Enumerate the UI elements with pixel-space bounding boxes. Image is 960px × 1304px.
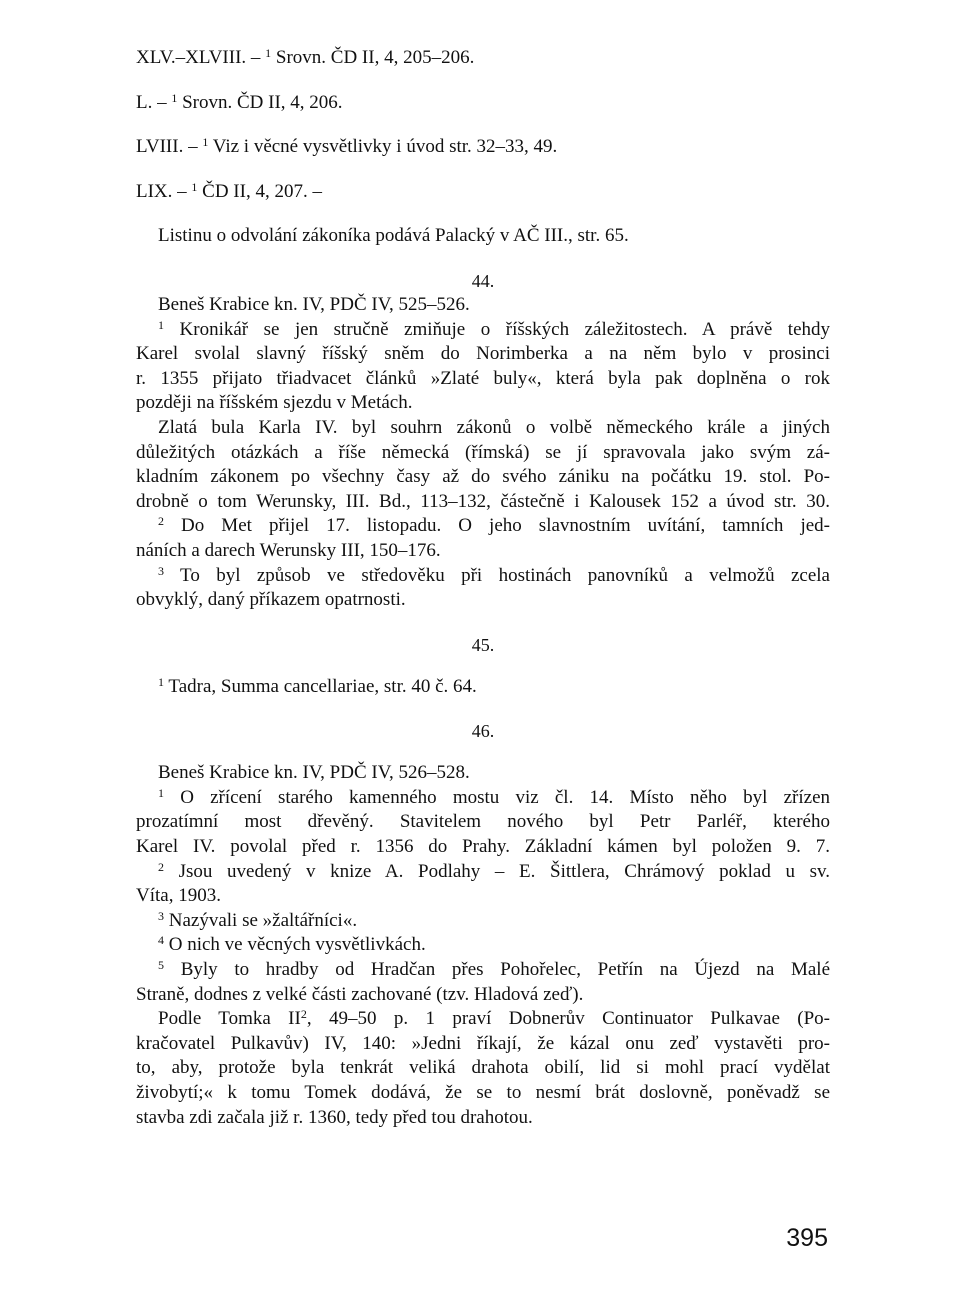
note-line [136, 91, 830, 116]
footnote-mark: 1 [202, 135, 209, 150]
text-line: kračovatel Pulkavův) IV, 140: »Jedni říkají, že kázal onu zeď vystavěti pro- [136, 1032, 830, 1054]
section-number: 45. [471, 634, 495, 655]
text-line: drobně o tom Werunsky, III. Bd., 113–132, částečně i Kalousek 152 a úvod str. 30. [136, 490, 830, 512]
note-line [136, 180, 830, 205]
section-46 [136, 719, 830, 1130]
text-line: $^1$ Kronikář se jen stručně zmiňuje o říšských záležitostech. A právě tehdy [158, 317, 830, 340]
page-body [136, 46, 830, 1130]
text-line: Karel IV. povolal před r. 1356 do Prahy. Základní kámen byl položen 9. 7. [136, 836, 830, 858]
section-44 [136, 269, 830, 613]
note-text: Listinu o odvolání zákoníka podává Palacký v AČ III., str. 65. [158, 225, 629, 247]
footnote-mark: 4 [158, 933, 164, 948]
source-line: Beneš Krabice kn. IV, PDČ IV, 526–528. [158, 762, 470, 784]
section-number: 44. [471, 270, 495, 291]
text-line: $^4$ O nich ve věcných vysvětlivkách. [158, 933, 426, 956]
text-line: to, aby, protože byla tenkrát veliká drahota obilí, lid si mohl prací vydělat [136, 1057, 830, 1079]
footnote-mark: 1 [265, 46, 272, 60]
text-line: Straně, dodnes z velké části zachované (tzv. Hladová zeď). [136, 983, 584, 1005]
note-ref: L. – [136, 91, 167, 113]
note-ref: LIX. – [136, 180, 187, 202]
text-line: živobytí;« k tomu Tomek dodává, že se to nesmí brát doslovně, poněvadž se [136, 1082, 830, 1103]
text-line: $^1$ O zřícení starého kamenného mostu viz čl. 14. Místo něho byl zřízen [158, 785, 830, 808]
text-line: kladním zákonem po všechny časy až do svého zániku na počátku 19. stol. Po- [136, 466, 830, 488]
footnote-mark: 2 [158, 514, 164, 529]
footnote-mark: 3 [158, 908, 164, 923]
text-line: Podle Tomka $II^2$, 49–50 p. 1 praví Dobnerův Continuator Pulkavae (Po- [158, 1007, 830, 1030]
footnote-mark: 5 [158, 958, 164, 973]
footnote-mark: 3 [158, 563, 164, 578]
text-line: $^5$ Byly to hradby od Hradčan přes Pohořelec, Petřín na Újezd na Malé [158, 958, 831, 981]
note-text: Srovn. ČD II, 4, 205–206. [275, 47, 475, 68]
text-line: $^1$ Tadra, Summa cancellariae, str. 40 č. 64. [158, 674, 477, 697]
footnote-mark: 1 [158, 317, 164, 332]
text-line: obvyklý, daný příkazem opatrnosti. [136, 589, 406, 611]
text-line: $^2$ Do Met přijel 17. listopadu. O jeho slavnostním uvítání, tamních jed- [158, 514, 831, 537]
text-line: Karel svolal slavný říšský sněm do Norimberka a na něm bylo v prosinci [136, 343, 830, 365]
note-text: ČD II, 4, 207. – [202, 180, 322, 202]
footnote-mark: 1 [191, 179, 198, 194]
top-notes [136, 46, 830, 249]
note-text: Viz i věcné vysvětlivky i úvod str. 32–33, 49. [212, 136, 558, 158]
text-line: $^3$ To byl způsob ve středověku při hostinách panovníků a velmožů zcela [158, 563, 830, 586]
text-line: důležitých otázkách a říše německá (římská) se jí spravovala jako svým zá- [136, 441, 830, 463]
footnote-mark: 1 [158, 785, 164, 800]
section-45 [136, 633, 830, 700]
note-line [136, 135, 830, 160]
page-number: 395 [786, 1224, 828, 1252]
text-line: stavba zdi začala již r. 1360, tedy před tou drahotou. [136, 1106, 533, 1128]
superscript: 2 [300, 1007, 307, 1022]
footnote-mark: 2 [158, 859, 164, 874]
note-ref: LVIII. – [136, 136, 198, 158]
note-line [136, 46, 830, 71]
footnote-mark: 1 [171, 90, 178, 105]
text-line: Víta, 1903. [136, 885, 221, 907]
text-line: Zlatá bula Karla IV. byl souhrn zákonů o volbě německého krále a jiných [158, 416, 830, 438]
section-number: 46. [471, 721, 495, 742]
text-line: náních a darech Werunsky III, 150–176. [136, 539, 441, 561]
text-line: později na říšském sjezdu v Metách. [136, 392, 413, 414]
footnote-mark: 1 [158, 674, 164, 689]
text-line: $^2$ Jsou uvedený v knize A. Podlahy – E. Šittlera, Chrámový poklad u sv. [158, 859, 831, 882]
source-line: Beneš Krabice kn. IV, PDČ IV, 525–526. [158, 293, 470, 315]
note-ref: XLV.–XLVIII. – [136, 47, 261, 68]
note-text: Srovn. ČD II, 4, 206. [182, 91, 343, 113]
text-line: $^3$ Nazývali se »žaltářníci«. [158, 908, 358, 931]
note-line [136, 224, 830, 249]
text-line: prozatímní most dřevěný. Stavitelem nového byl Petr Parléř, kterého [136, 811, 830, 833]
text-line: r. 1355 přijato třiadvacet článků »Zlaté buly«, která byla pak doplněna o rok [136, 367, 830, 389]
